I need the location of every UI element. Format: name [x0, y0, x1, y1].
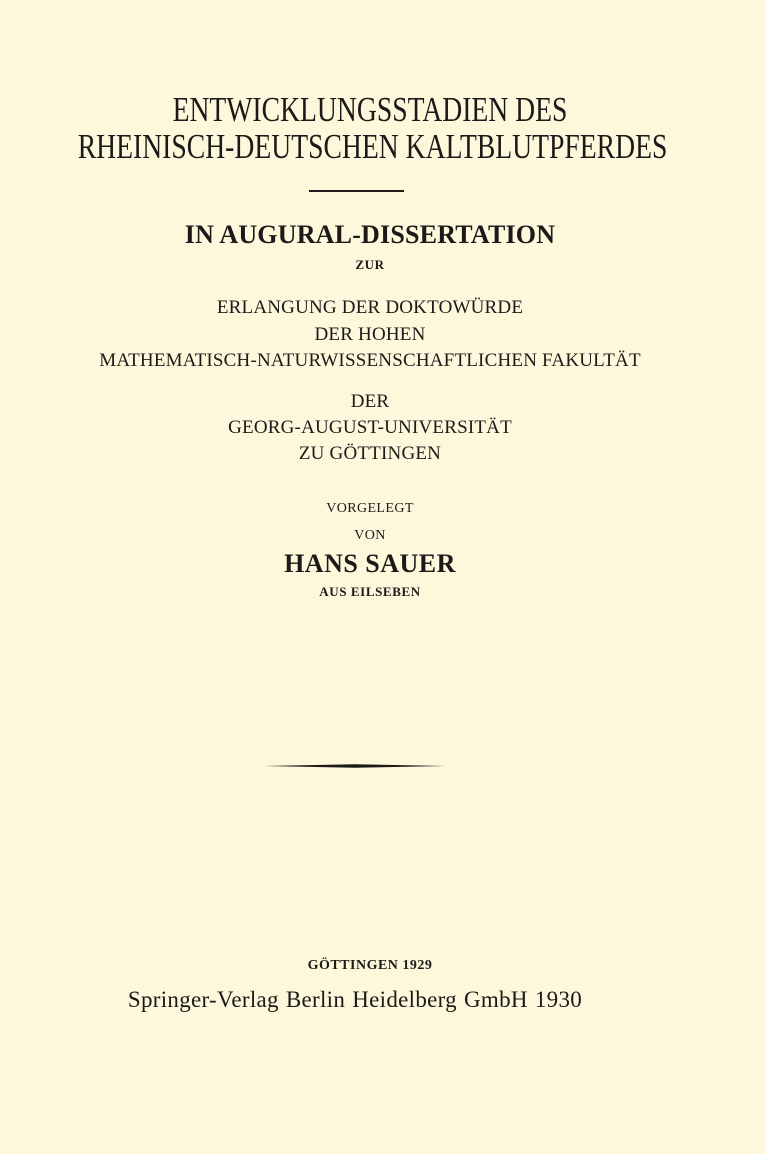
zur-label: ZUR — [355, 257, 385, 272]
title-divider — [309, 190, 404, 192]
place-year: GÖTTINGEN 1929 — [307, 958, 433, 973]
author-name: HANS SAUER — [284, 549, 456, 578]
degree-line-6: ZU GÖTTINGEN — [298, 443, 442, 464]
degree-line-5: GEORG-AUGUST-UNIVERSITÄT — [228, 417, 512, 438]
publisher-line: Springer-Verlag Berlin Heidelberg GmbH 1930 — [127, 987, 583, 1012]
ornamental-rule — [264, 762, 446, 770]
degree-line-2: DER HOHEN — [314, 324, 426, 345]
dissertation-heading: IN AUGURAL-DISSERTATION — [184, 220, 556, 249]
title-line-2: RHEINISCH-DEUTSCHEN KALTBLUTPFERDES — [77, 127, 668, 166]
von-label: VON — [354, 528, 386, 543]
degree-line-3: MATHEMATISCH-NATURWISSENSCHAFTLICHEN FAKULTÄT — [99, 350, 641, 371]
degree-line-1: ERLANGUNG DER DOKTOWÜRDE — [216, 297, 524, 318]
author-origin: AUS EILSEBEN — [319, 584, 421, 599]
degree-line-4: DER — [350, 391, 390, 412]
title-line-1: ENTWICKLUNGSSTADIEN DES — [172, 90, 568, 129]
vorgelegt-label: VORGELEGT — [326, 501, 414, 516]
